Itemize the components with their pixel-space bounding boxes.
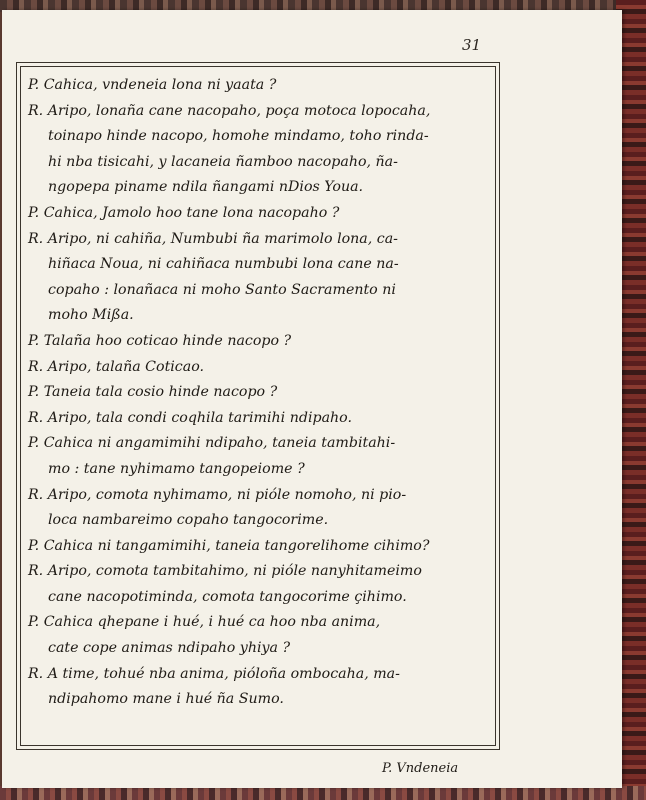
text-line: cane nacopotiminda, comota tangocorime çihimo. xyxy=(48,588,407,605)
text-line: hiñaca Noua, ni cahiñaca numbubi lona cane na- xyxy=(48,256,399,273)
text-line: R. Aripo, lonaña cane nacopaho, poça motoca lopocaha, xyxy=(28,102,431,119)
text-line: R. Aripo, ni cahiña, Numbubi ña marimolo lona, ca- xyxy=(28,230,398,247)
marbled-book-edge-bottom xyxy=(0,786,646,800)
text-line: ngopepa piname ndila ñangami nDios Youa. xyxy=(48,179,364,196)
text-line: ndipahomo mane i hué ña Sumo. xyxy=(48,691,284,708)
text-line: P. Talaña hoo coticao hinde nacopo ? xyxy=(28,332,292,349)
text-frame xyxy=(16,62,500,776)
text-line: P. Cahica ni tangamimihi, taneia tangorelihome cihimo? xyxy=(28,537,430,554)
text-line: cate cope animas ndipaho yhiya ? xyxy=(48,640,291,657)
text-line: loca nambareimo copaho tangocorime. xyxy=(48,512,329,529)
text-line: P. Cahica, vndeneia lona ni yaata ? xyxy=(28,77,277,93)
text-line: toinapo hinde nacopo, homohe mindamo, toho rinda- xyxy=(48,128,429,145)
text-line: R. A time, tohué nba anima, pióloña ombocaha, ma- xyxy=(28,665,400,682)
page-number: 31 xyxy=(462,36,482,54)
text-line: R. Aripo, talaña Coticao. xyxy=(28,358,205,375)
signature: P. Vndeneia xyxy=(382,761,459,776)
manuscript-page xyxy=(2,10,622,788)
text-line: hi nba tisicahi, y lacaneia ñamboo nacopaho, ña- xyxy=(48,153,398,170)
text-line: R. Aripo, comota tambitahimo, ni pióle nanyhitameimo xyxy=(28,563,422,580)
text-line: copaho : lonañaca ni moho Santo Sacramento ni xyxy=(48,281,396,298)
text-line: moho Mißa. xyxy=(48,307,134,324)
text-line: P. Taneia tala cosio hinde nacopo ? xyxy=(28,384,278,401)
text-line: R. Aripo, tala condi coqhila tarimihi ndipaho. xyxy=(28,409,352,426)
text-line: R. Aripo, comota nyhimamo, ni pióle nomoho, ni pio- xyxy=(28,486,407,503)
text-line: P. Cahica qhepane i hué, i hué ca hoo nba anima, xyxy=(28,614,381,631)
text-line: P. Cahica ni angamimihi ndipaho, taneia tambitahi- xyxy=(28,435,396,452)
text-line: P. Cahica, Jamolo hoo tane lona nacopaho ? xyxy=(28,204,340,221)
text-line: mo : tane nyhimamo tangopeiome ? xyxy=(48,460,305,477)
manuscript-text xyxy=(28,73,488,713)
